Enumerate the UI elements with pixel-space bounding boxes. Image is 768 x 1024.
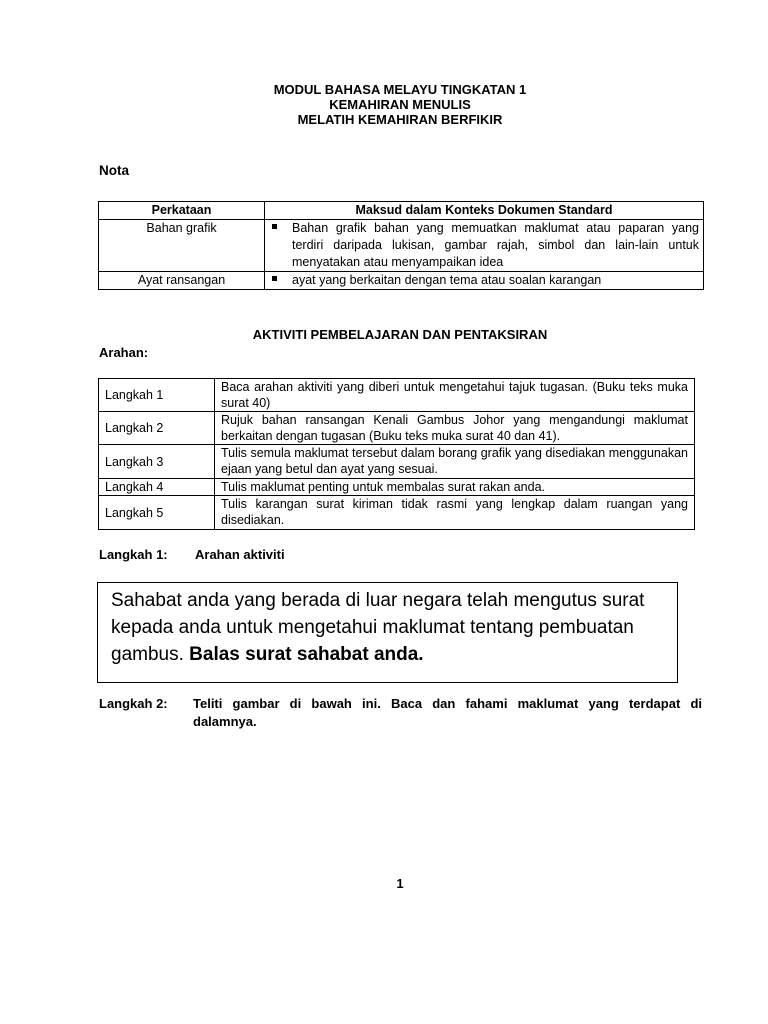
glossary-meaning-text: Bahan grafik bahan yang memuatkan maklumat atau paparan yang terdiri daripada lukisan, gambar rajah, simbol dan lain-lain untuk menyatakan atau menyampaikan idea	[292, 221, 699, 269]
step-label: Langkah 4	[99, 479, 215, 496]
table-row	[99, 379, 695, 412]
step-text: Tulis maklumat penting untuk membalas surat rakan anda.	[215, 479, 695, 496]
arahan-label: Arahan:	[99, 345, 149, 360]
step-label: Langkah 3	[99, 445, 215, 479]
table-row	[99, 496, 695, 530]
header-topic: MELATIH KEMAHIRAN BERFIKIR	[297, 112, 503, 127]
step-text: Tulis karangan surat kiriman tidak rasmi yang lengkap dalam ruangan yang disediakan.	[215, 496, 695, 530]
langkah-1-label: Langkah 1:	[99, 547, 168, 562]
table-row	[99, 412, 695, 445]
table-header-row	[99, 202, 704, 220]
header-subtitle: KEMAHIRAN MENULIS	[329, 97, 471, 112]
table-row	[99, 479, 695, 496]
section-title: AKTIVITI PEMBELAJARAN DAN PENTAKSIRAN	[252, 327, 548, 342]
header-title: MODUL BAHASA MELAYU TINGKATAN 1	[273, 82, 527, 97]
steps-table	[98, 378, 695, 530]
langkah-2-text: Teliti gambar di bawah ini. Baca dan fahami maklumat yang terdapat di dalamnya.	[193, 696, 702, 729]
glossary-word: Ayat ransangan	[99, 272, 265, 290]
table-row	[99, 220, 704, 272]
table-row	[99, 445, 695, 479]
glossary-table	[98, 201, 704, 290]
task-box	[97, 582, 678, 683]
column-header-meaning: Maksud dalam Konteks Dokumen Standard	[265, 202, 704, 220]
langkah-2-heading	[99, 695, 702, 731]
step-label: Langkah 5	[99, 496, 215, 530]
nota-heading: Nota	[99, 163, 129, 178]
page-number: 1	[396, 876, 404, 891]
glossary-meaning	[265, 220, 704, 272]
task-bold-text: Balas surat sahabat anda.	[189, 644, 424, 665]
column-header-word: Perkataan	[99, 202, 265, 220]
task-text: Sahabat anda yang berada di luar negara telah mengutus surat kepada anda untuk mengetahui maklumat tentang pembuatan gambus.	[111, 590, 645, 665]
langkah-2-label: Langkah 2:	[99, 696, 168, 711]
step-text: Baca arahan aktiviti yang diberi untuk mengetahui tajuk tugasan. (Buku teks muka surat 40)	[215, 379, 695, 412]
step-label: Langkah 1	[99, 379, 215, 412]
step-text: Rujuk bahan ransangan Kenali Gambus Johor yang mengandungi maklumat berkaitan dengan tugasan (Buku teks muka surat 40 dan 41).	[215, 412, 695, 445]
langkah-1-title: Arahan aktiviti	[195, 547, 285, 562]
step-text: Tulis semula maklumat tersebut dalam borang grafik yang disediakan menggunakan ejaan yang betul dan ayat yang sesuai.	[215, 445, 695, 479]
langkah-1-heading	[99, 547, 285, 562]
bullet-icon	[272, 224, 277, 229]
table-row	[99, 272, 704, 290]
document-header	[0, 82, 768, 127]
glossary-meaning-text: ayat yang berkaitan dengan tema atau soalan karangan	[292, 273, 602, 287]
glossary-word: Bahan grafik	[99, 220, 265, 272]
glossary-meaning	[265, 272, 704, 290]
step-label: Langkah 2	[99, 412, 215, 445]
bullet-icon	[272, 276, 277, 281]
